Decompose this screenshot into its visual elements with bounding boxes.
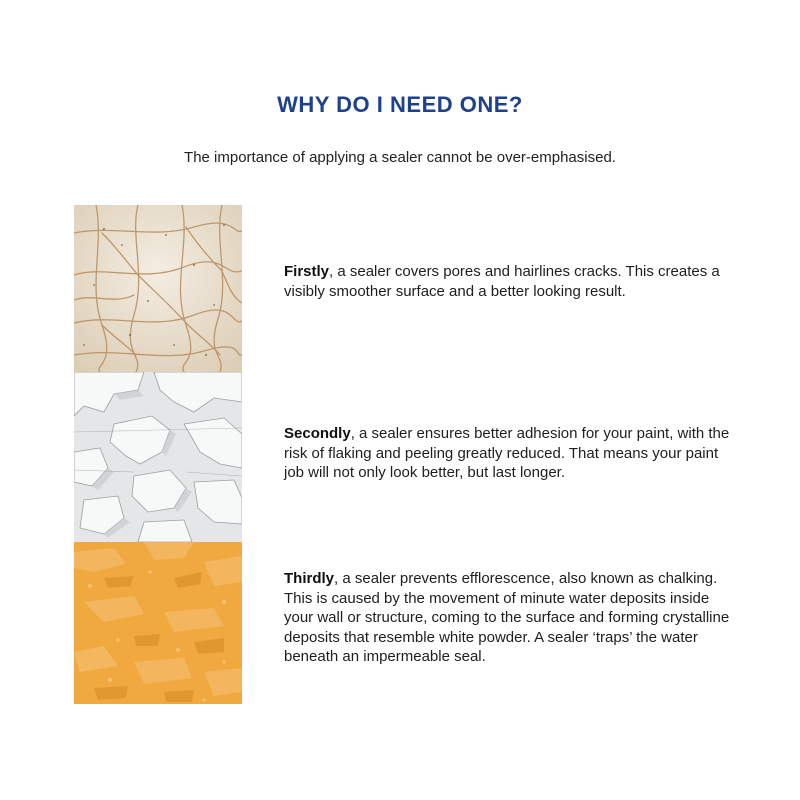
paragraph-text: , a sealer prevents efflorescence, also known as chalking. This is caused by the movement of minute water deposits inside your wall or structure, coming to the surface and forming crystalline deposits that resemble white powder. A sealer ‘traps’ the water beneath an impermeable seal. (284, 570, 730, 665)
page-title: WHY DO I NEED ONE? (277, 92, 523, 117)
paragraph-firstly (284, 262, 734, 301)
paragraph-text: , a sealer ensures better adhesion for your paint, with the risk of flaking and peeling greatly reduced. That means your paint job will not only look better, but last longer. (284, 425, 730, 481)
cracked-ceramic-image (74, 205, 242, 372)
paragraph-text: , a sealer covers pores and hairlines cracks. This creates a visibly smoother surface and a better looking result. (284, 263, 720, 300)
paragraph-lead: Secondly (284, 425, 351, 442)
chalky-orange-image (74, 542, 242, 704)
paragraph-secondly (284, 424, 734, 483)
paragraph-thirdly (284, 569, 734, 667)
paragraph-lead: Firstly (284, 263, 330, 280)
peeling-paint-image (74, 372, 242, 542)
page-subtitle: The importance of applying a sealer cannot be over-emphasised. (184, 149, 616, 166)
paragraph-lead: Thirdly (284, 570, 335, 587)
